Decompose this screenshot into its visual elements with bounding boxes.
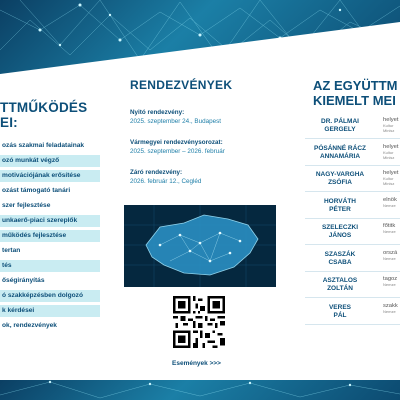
event-item <box>130 108 221 126</box>
member-role-text: helyet <box>383 143 399 150</box>
task-item: szer fejlesztése <box>2 202 51 209</box>
member-role-text: helyet <box>383 117 399 123</box>
member-org-sub: Minisz <box>383 181 395 186</box>
member-row <box>305 194 400 219</box>
members-title <box>313 78 398 108</box>
member-org: Nemze <box>383 229 396 234</box>
member-last-name: JÁNOS <box>328 232 352 239</box>
member-first-name: SZASZÁK <box>324 250 356 258</box>
member-role <box>383 144 398 160</box>
member-first-name: HORVÁTH <box>323 197 357 205</box>
bottom-banner <box>0 380 400 400</box>
task-item: motivációjának erősítése <box>0 170 100 182</box>
member-row <box>305 247 400 272</box>
member-org: Nemze <box>383 308 396 314</box>
members-title-line1: AZ EGYÜTTM <box>313 78 398 93</box>
left-title-line1: TTMŰKÖDÉS <box>0 100 88 115</box>
event-detail: 2025. szeptember 24., Budapest <box>130 118 222 125</box>
events-title: RENDEZVÉNYEK <box>130 78 233 92</box>
member-name <box>305 277 375 293</box>
member-role-text: tagoz <box>383 276 398 282</box>
member-name <box>305 251 375 267</box>
member-last-name: GERGELY <box>324 126 356 133</box>
task-item: őségirányítás <box>2 277 45 284</box>
member-role <box>383 170 398 186</box>
member-first-name: NAGY-VARGHA <box>315 171 365 178</box>
events-link[interactable]: Események >>> <box>172 360 221 367</box>
member-role-text: elnök <box>383 196 397 203</box>
task-item: tés <box>0 260 100 272</box>
member-org: Kultur <box>383 176 394 181</box>
member-last-name: ZOLTÁN <box>327 285 353 292</box>
left-title-line2: EI: <box>0 115 18 130</box>
member-first-name: PÓSÁNNÉ RÁCZ <box>313 144 366 152</box>
task-item: ozást támogató tanári <box>2 187 71 194</box>
member-last-name: PÉTER <box>329 205 351 213</box>
network-pattern-bottom <box>0 380 400 400</box>
member-org: Kultur <box>383 149 394 155</box>
right-column <box>305 78 400 380</box>
member-org: Nemze <box>383 282 396 287</box>
member-role <box>383 197 397 208</box>
member-role-text: szakk <box>383 302 398 309</box>
member-role-text: helyet <box>383 170 399 176</box>
member-org: Nemze <box>383 255 396 261</box>
member-row <box>305 114 400 139</box>
member-last-name: ZSÓFIA <box>328 179 352 186</box>
event-detail: 2026. február 12., Cegléd <box>130 178 202 185</box>
task-item: ozó munkát végző <box>0 155 100 167</box>
member-role <box>383 303 398 314</box>
member-name <box>305 171 375 187</box>
member-name <box>305 145 375 161</box>
member-role <box>383 250 397 261</box>
qr-code[interactable] <box>173 296 225 348</box>
member-name <box>305 118 375 134</box>
task-item: ok, rendezvények <box>2 322 57 329</box>
member-org: Kultur <box>383 123 394 128</box>
member-role <box>383 276 397 287</box>
member-first-name: SZELECZKI <box>321 224 359 231</box>
task-list <box>0 140 100 335</box>
member-role <box>383 117 398 133</box>
member-name <box>305 304 375 320</box>
left-column <box>0 78 100 380</box>
member-role-text: orszá <box>383 249 398 256</box>
member-last-name: PÁL <box>333 311 347 319</box>
task-item: működés fejlesztése <box>0 230 100 242</box>
task-item: unkaerő-piaci szereplők <box>0 215 100 227</box>
member-row <box>305 167 400 192</box>
member-row <box>305 300 400 325</box>
hungary-map-image <box>124 205 276 287</box>
member-row <box>305 141 400 166</box>
task-item: ozás szakmai feladatainak <box>2 142 85 149</box>
member-name <box>305 224 375 240</box>
task-item: ó szakképzésben dolgozó <box>0 290 100 302</box>
event-item <box>130 168 201 186</box>
member-row <box>305 220 400 245</box>
member-row <box>305 273 400 298</box>
member-org-sub: Minisz <box>383 128 395 133</box>
member-org-sub: Minisz <box>383 154 395 160</box>
member-first-name: DR. PÁLMAI <box>321 118 359 125</box>
event-detail: 2025. szeptember – 2026. február <box>130 148 225 155</box>
event-label: Záró rendezvény: <box>130 169 183 176</box>
member-last-name: CSABA <box>328 258 352 266</box>
event-label: Vármegyei rendezvénysorozat: <box>130 139 223 146</box>
member-name <box>305 198 375 214</box>
event-label: Nyitó rendezvény: <box>130 109 185 116</box>
left-title <box>0 100 87 130</box>
member-last-name: ANNAMÁRIA <box>319 152 361 160</box>
members-title-line2: KIEMELT MEI <box>313 93 396 108</box>
middle-column <box>110 78 288 380</box>
member-org: Nemze <box>383 202 396 208</box>
task-item: tertan <box>2 247 21 254</box>
event-item <box>130 138 225 156</box>
task-item: k kérdései <box>0 305 100 317</box>
top-banner <box>0 0 400 78</box>
white-wedge <box>0 0 400 78</box>
member-first-name: ASZTALOS <box>322 277 358 284</box>
member-first-name: VERES <box>328 303 352 311</box>
member-role-text: főtitk <box>383 223 396 229</box>
member-role <box>383 223 396 234</box>
